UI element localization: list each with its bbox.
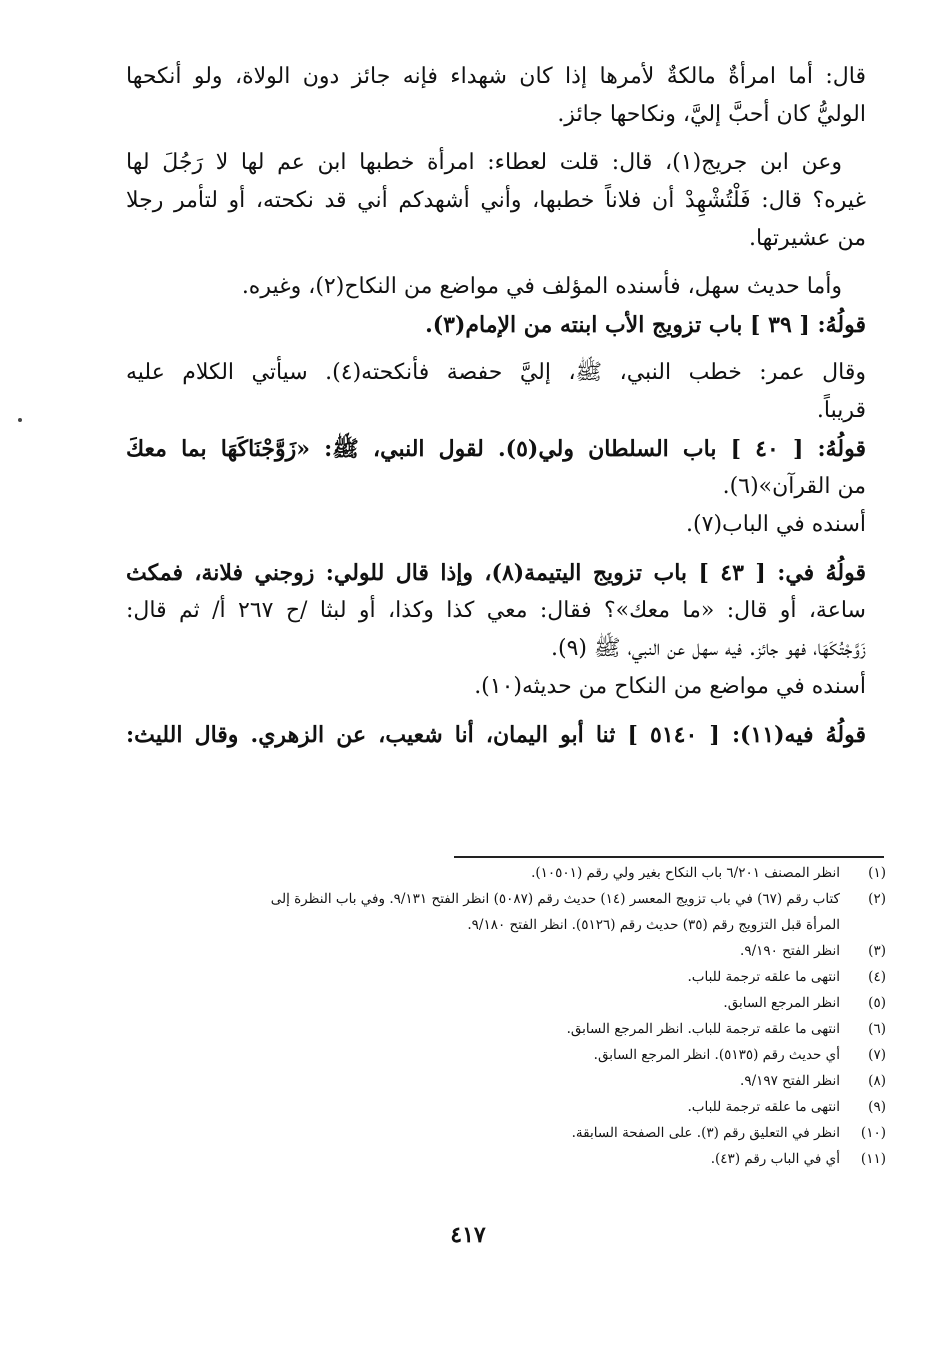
text-line: زَوَّجْتُكَهَا، فهو جائز. فيه سهل عن النبي، ﷺ (٩). [551,636,866,661]
text-line: الوليُّ كان أحبَّ إليَّ، ونكاحها جائز. [557,102,866,127]
footnote-text: انظر المرجع السابق. [723,995,840,1011]
footnote-number: (٨) [868,1073,886,1089]
footnote [130,938,886,964]
footnote-text: انتهى ما علقه ترجمة للباب. انظر المرجع السابق. [566,1021,840,1037]
section-heading: قولُهُ فيه(١١): [ ٥١٤٠ ] ثنا أبو اليمان، أنا شعيب، عن الزهري. وقال الليث: [126,722,866,748]
section-heading: قولُهُ: [ ٣٩ ] باب تزويج الأب ابنته من الإمام(٣). [425,312,866,338]
footnote-number: (٦) [868,1021,886,1037]
footnote [130,1094,886,1120]
footnote-number: (٩) [868,1099,886,1115]
footnote-number: (٣) [868,943,886,959]
section-heading: قولُهُ: [ ٤٠ ] باب السلطان ولي(٥). لقول النبي، ﷺ: «زَوَّجْنَاكَهَا بما معكَ [126,436,866,462]
text-line: من القرآن»(٦). [722,474,866,499]
section-heading: قولُهُ في: [ ٤٣ ] باب تزويج اليتيمة(٨)، وإذا قال للولي: زوجني فلانة، فمكث [126,560,866,586]
main-text [126,58,866,754]
footnote-text: كتاب رقم (٦٧) في باب تزويج المعسر (١٤) حديث رقم (٥٠٨٧) انظر الفتح ٩/١٣١. وفي باب النظرة إلى [270,891,840,907]
text-line: وعن ابن جريج(١)، قال: قلت لعطاء: امرأة خطبها ابن عم لها لا رَجُلَ لها [126,150,843,175]
text-line: قال: أما امرأةٌ مالكةٌ لأمرها إذا كان شهداء فإنه جائز دون الولاة، ولو أنكحها [126,64,866,89]
footnote-number: (١) [868,865,886,881]
footnote-number: (١٠) [860,1125,886,1141]
text-line: غيره؟ قال: فَلْتُشْهِدْ أن فلاناً خطبها، وأني أشهدكم أني قد نكحته، أو لتأمر رجلا [126,188,866,213]
text-line: قريباً. [816,398,866,423]
footnote-number: (٤) [868,969,886,985]
page-number: ٤١٧ [450,1222,486,1248]
footnote-number: (٥) [868,995,886,1011]
footnote [130,964,886,990]
footnotes [130,860,886,1172]
footnote [130,1068,886,1094]
text-line: أسنده في مواضع من النكاح من حديثه(١٠). [474,674,866,699]
footnote [130,1016,886,1042]
text-line: وقال عمر: خطب النبي، ﷺ، إليَّ حفصة فأنكحته(٤). سيأتي الكلام عليه [126,360,866,385]
footnote-text: انتهى ما علقه ترجمة للباب. [687,969,840,985]
footnote-number: (٢) [868,891,886,907]
footnote-continuation: المرأة قبل التزويج رقم (٣٥) حديث رقم (٥١٢٦). انظر الفتح ٩/١٨٠. [467,917,840,933]
footnote [130,1120,886,1146]
footnote-divider [454,856,884,858]
footnote [130,990,886,1016]
footnote-text: انظر في التعليق رقم (٣). على الصفحة السابقة. [571,1125,840,1141]
text-line: أسنده في الباب(٧). [686,512,866,537]
footnote-text: انتهى ما علقه ترجمة للباب. [687,1099,840,1115]
footnote-number: (١١) [860,1151,886,1167]
footnote-text: انظر المصنف ٦/٢٠١ باب النكاح بغير ولي رقم (١٠٥٠١). [531,865,840,881]
footnote [130,1146,886,1172]
footnote-text: انظر الفتح ٩/١٩٠. [740,943,840,959]
text-line: من عشيرتها. [748,226,866,251]
scan-speck [18,418,22,422]
footnote [130,886,886,912]
footnote-number: (٧) [868,1047,886,1063]
footnote [130,860,886,886]
footnote-text: أي في الباب رقم (٤٣). [710,1151,840,1167]
footnote-text: أي حديث رقم (٥١٣٥). انظر المرجع السابق. [593,1047,840,1063]
footnote-text: انظر الفتح ٩/١٩٧. [740,1073,840,1089]
text-line: ساعة، أو قال: «ما معك»؟ فقال: معي كذا وكذا، أو لبثا /ح ٢٦٧ أ/ ثم قال: [126,598,866,623]
footnote [130,1042,886,1068]
text-line: وأما حديث سهل، فأسنده المؤلف في مواضع من النكاح(٢)، وغيره. [241,274,842,299]
